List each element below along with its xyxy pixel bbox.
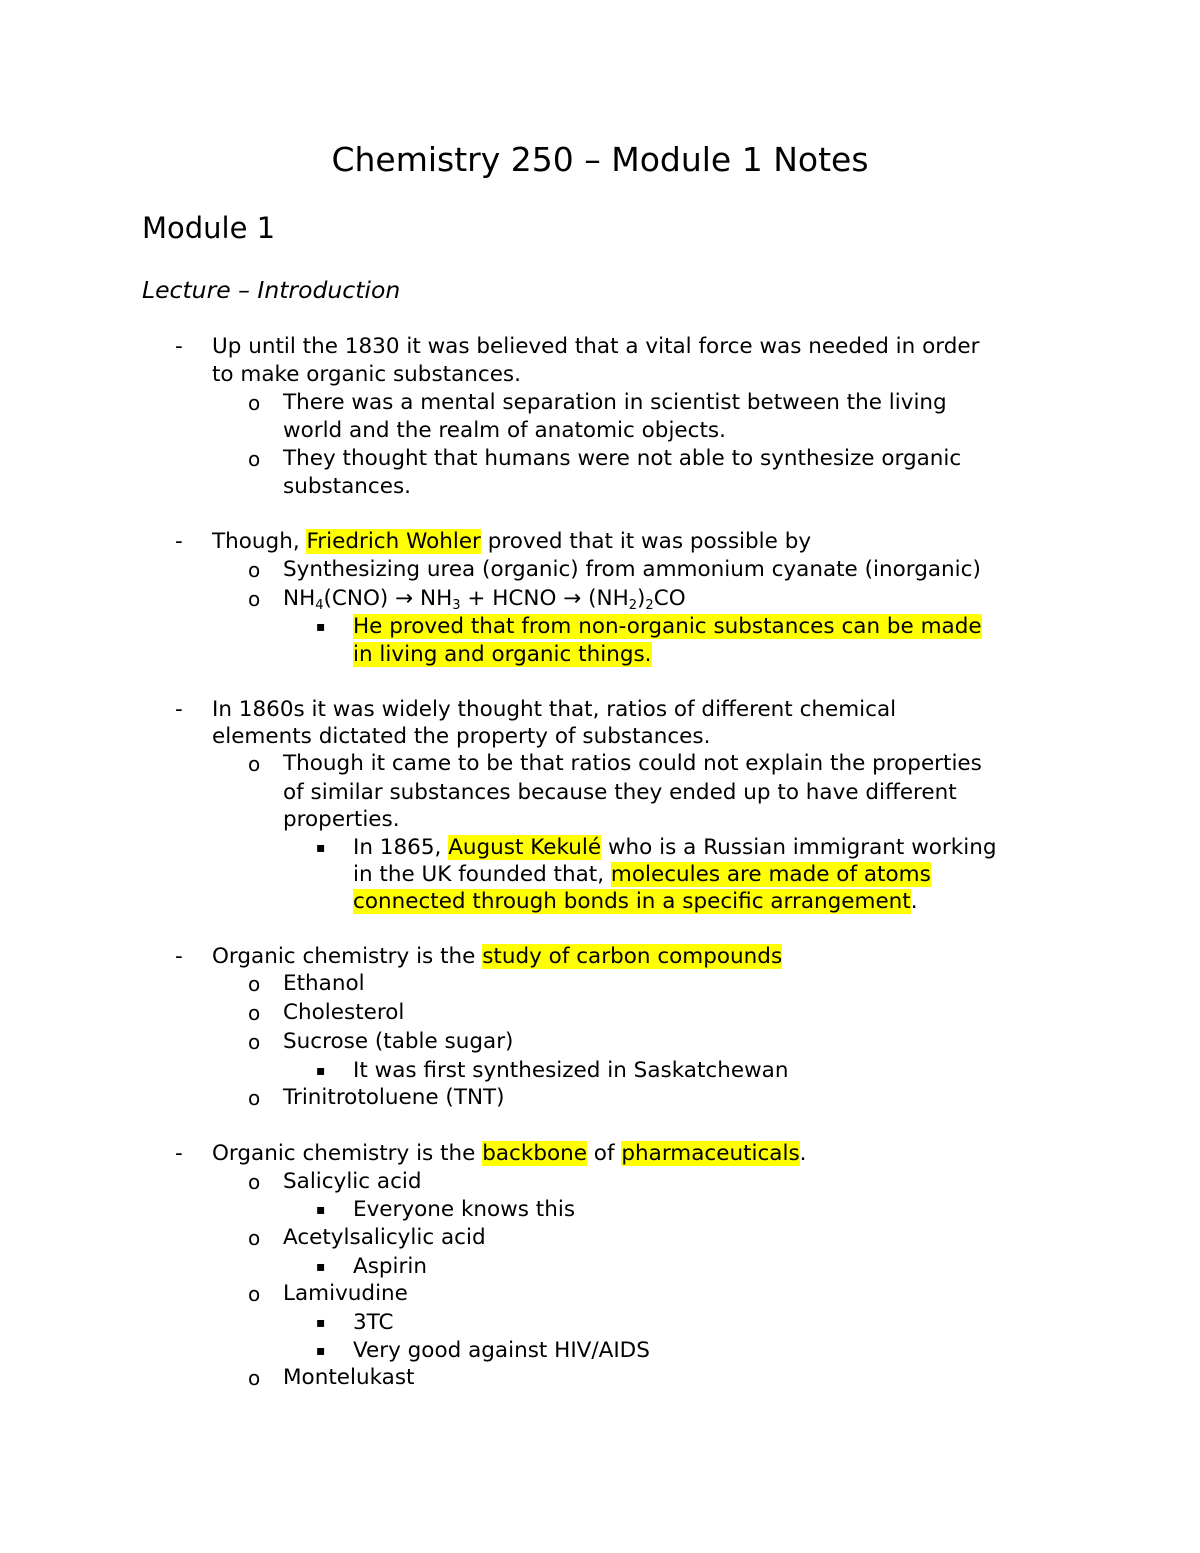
dash-bullet: - — [175, 1141, 183, 1166]
list-item: Very good against HIV/AIDS — [353, 1338, 650, 1363]
circle-bullet: o — [248, 1030, 261, 1054]
highlight-backbone: backbone — [482, 1141, 587, 1166]
list-item: Salicylic acid — [283, 1169, 422, 1194]
square-bullet: ▪ — [316, 1259, 326, 1275]
square-bullet: ▪ — [316, 1063, 326, 1079]
s1-sub-1-line-1: There was a mental separation in scientist between the living — [283, 390, 947, 415]
list-item: It was first synthesized in Saskatchewan — [353, 1058, 789, 1083]
circle-bullet: o — [248, 391, 261, 415]
s2-line-1: Though, Friedrich Wohler proved that it was possible by — [212, 529, 812, 554]
s2-sub-sub-line-2: in living and organic things. — [353, 642, 652, 667]
square-bullet: ▪ — [316, 619, 326, 635]
list-item: 3TC — [353, 1310, 394, 1335]
highlight-pharmaceuticals: pharmaceuticals — [621, 1141, 800, 1166]
highlight-carbon-compounds: study of carbon compounds — [482, 944, 783, 969]
s1-sub-2-line-2: substances. — [283, 474, 411, 499]
lecture-heading: Lecture – Introduction — [142, 276, 401, 304]
s2-sub-sub-line-1: He proved that from non-organic substances can be made — [353, 614, 982, 639]
s3-sub-1-line-3: properties. — [283, 807, 400, 832]
list-item: Sucrose (table sugar) — [283, 1029, 514, 1054]
s4-line-1: Organic chemistry is the study of carbon compounds — [212, 944, 783, 969]
circle-bullet: o — [248, 752, 261, 776]
circle-bullet: o — [248, 1001, 261, 1025]
s3-sub-sub-line-3: connected through bonds in a specific arrangement. — [353, 889, 918, 914]
s1-sub-1-line-2: world and the realm of anatomic objects. — [283, 418, 726, 443]
circle-bullet: o — [248, 447, 261, 471]
s3-line-1: In 1860s it was widely thought that, ratios of different chemical — [212, 697, 897, 722]
list-item: Ethanol — [283, 971, 365, 996]
dash-bullet: - — [175, 944, 183, 969]
circle-bullet: o — [248, 1226, 261, 1250]
s3-sub-sub-line-1: In 1865, August Kekulé who is a Russian immigrant working — [353, 835, 997, 860]
highlight-august-kekule: August Kekulé — [448, 835, 602, 860]
circle-bullet: o — [248, 1170, 261, 1194]
s3-line-2: elements dictated the property of substances. — [212, 724, 711, 749]
dash-bullet: - — [175, 334, 183, 359]
circle-bullet: o — [248, 1086, 261, 1110]
list-item: Lamivudine — [283, 1281, 408, 1306]
chemical-equation: $NH_4(CNO) \to NH_3$ + HCNO → $(NH_2)_2CO$ — [283, 586, 686, 613]
list-item: Cholesterol — [283, 1000, 405, 1025]
list-item: Montelukast — [283, 1365, 415, 1390]
list-item: Acetylsalicylic acid — [283, 1225, 486, 1250]
circle-bullet: o — [248, 972, 261, 996]
highlight-friedrich-wohler: Friedrich Wohler — [306, 529, 481, 554]
circle-bullet: o — [248, 1366, 261, 1390]
s3-sub-1-line-1: Though it came to be that ratios could not explain the properties — [283, 751, 982, 776]
circle-bullet: o — [248, 1282, 261, 1306]
list-item: Aspirin — [353, 1254, 427, 1279]
circle-bullet: o — [248, 587, 261, 611]
document-title: Chemistry 250 – Module 1 Notes — [331, 140, 869, 179]
square-bullet: ▪ — [316, 1315, 326, 1331]
square-bullet: ▪ — [316, 1202, 326, 1218]
dash-bullet: - — [175, 697, 183, 722]
list-item: Everyone knows this — [353, 1197, 576, 1222]
s1-sub-2-line-1: They thought that humans were not able to synthesize organic — [283, 446, 962, 471]
s1-line-1: Up until the 1830 it was believed that a vital force was needed in order — [212, 334, 980, 359]
s5-line-1: Organic chemistry is the backbone of pharmaceuticals. — [212, 1141, 807, 1166]
square-bullet: ▪ — [316, 840, 326, 856]
s1-line-2: to make organic substances. — [212, 362, 521, 387]
square-bullet: ▪ — [316, 1343, 326, 1359]
module-heading: Module 1 — [142, 211, 276, 245]
s3-sub-1-line-2: of similar substances because they ended up to have different — [283, 780, 957, 805]
dash-bullet: - — [175, 529, 183, 554]
list-item: Trinitrotoluene (TNT) — [283, 1085, 505, 1110]
s3-sub-sub-line-2: in the UK founded that, molecules are made of atoms — [353, 862, 931, 887]
s2-sub-1: Synthesizing urea (organic) from ammonium cyanate (inorganic) — [283, 557, 981, 582]
circle-bullet: o — [248, 558, 261, 582]
